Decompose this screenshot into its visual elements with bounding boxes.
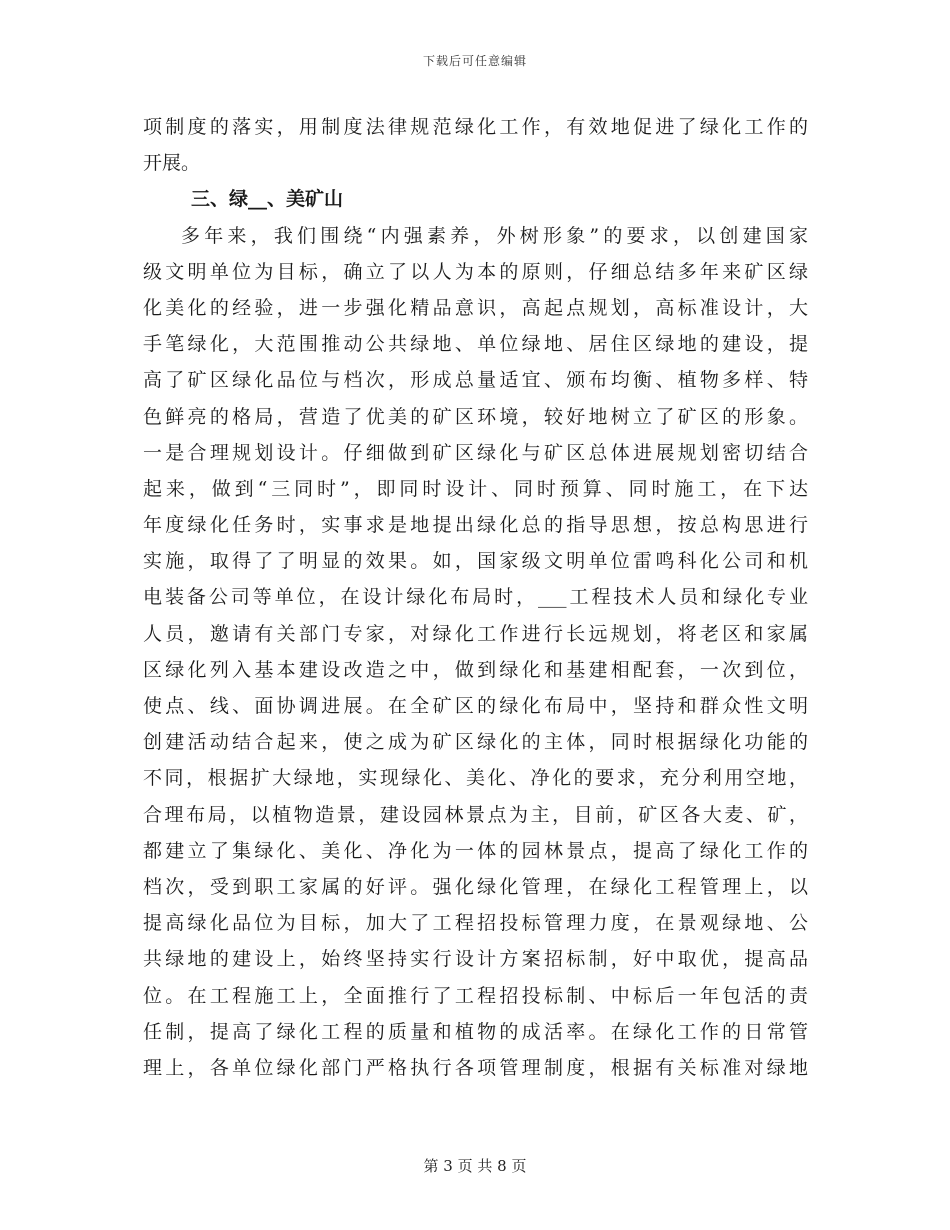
text-line: 创建活动结合起来，使之成为矿区绿化的主体，同时根据绿化功能的 <box>143 731 808 754</box>
text-line: 合理布局，以植物造景，建设园林景点为主，目前，矿区各大麦、矿， <box>143 803 808 826</box>
text-line: 档次，受到职工家属的好评。强化绿化管理，在绿化工程管理上，以 <box>143 875 808 898</box>
text-line: 实施，取得了了明显的效果。如，国家级文明单位雷鸣科化公司和机 <box>143 550 808 573</box>
text-line: 多年来，我们围绕“内强素养，外树形象”的要求，以创建国家 <box>181 224 808 247</box>
text-line: 都建立了集绿化、美化、净化为一体的园林景点，提高了绿化工作的 <box>143 839 808 862</box>
text-line: 区绿化列入基本建设改造之中，做到绿化和基建相配套，一次到位， <box>143 658 808 681</box>
text-line: 级文明单位为目标，确立了以人为本的原则，仔细总结多年来矿区绿 <box>143 260 808 283</box>
text-line: 提高绿化品位为目标，加大了工程招投标管理力度，在景观绿地、公 <box>143 912 808 935</box>
text-line: 一是合理规划设计。仔细做到矿区绿化与矿区总体进展规划密切结合 <box>143 441 808 464</box>
document-body <box>143 109 808 1086</box>
text-line: 位。在工程施工上，全面推行了工程招投标制、中标后一年包活的责 <box>143 984 808 1007</box>
text-line: 电装备公司等单位，在设计绿化布局时，___工程技术人员和绿化专业 <box>143 586 808 609</box>
text-line: 使点、线、面协调进展。在全矿区的绿化布局中，坚持和群众性文明 <box>143 695 808 717</box>
page-header-note: 下载后可任意编辑 <box>422 54 527 68</box>
text-line: 开展。 <box>143 152 201 175</box>
text-line: 项制度的落实，用制度法律规范绿化工作，有效地促进了绿化工作的 <box>143 116 808 138</box>
text-line: 起来，做到“三同时”，即同时设计、同时预算、同时施工，在下达 <box>143 477 808 500</box>
text-line: 年度绿化任务时，实事求是地提出绿化总的指导思想，按总构思进行 <box>143 514 808 537</box>
text-line: 理上，各单位绿化部门严格执行各项管理制度，根据有关标准对绿地 <box>143 1056 808 1079</box>
text-line: 人员，邀请有关部门专家，对绿化工作进行长远规划，将老区和家属 <box>143 622 808 645</box>
text-line: 化美化的经验，进一步强化精品意识，高起点规划，高标准设计，大 <box>143 296 808 319</box>
text-line: 共绿地的建设上，始终坚持实行设计方案招标制，好中取优，提高品 <box>143 948 808 971</box>
page-number-footer: 第 3 页 共 8 页 <box>423 1157 527 1175</box>
text-line: 色鲜亮的格局，营造了优美的矿区环境，较好地树立了矿区的形象。 <box>143 405 808 428</box>
text-line: 手笔绿化，大范围推动公共绿地、单位绿地、居住区绿地的建设，提 <box>143 333 808 356</box>
text-line: 高了矿区绿化品位与档次，形成总量适宜、颁布均衡、植物多样、特 <box>143 369 808 392</box>
text-line: 不同，根据扩大绿地，实现绿化、美化、净化的要求，充分利用空地， <box>143 767 808 790</box>
text-line: 任制，提高了绿化工程的质量和植物的成活率。在绿化工作的日常管 <box>143 1020 808 1043</box>
section-heading: 三、绿__、美矿山 <box>191 188 344 211</box>
